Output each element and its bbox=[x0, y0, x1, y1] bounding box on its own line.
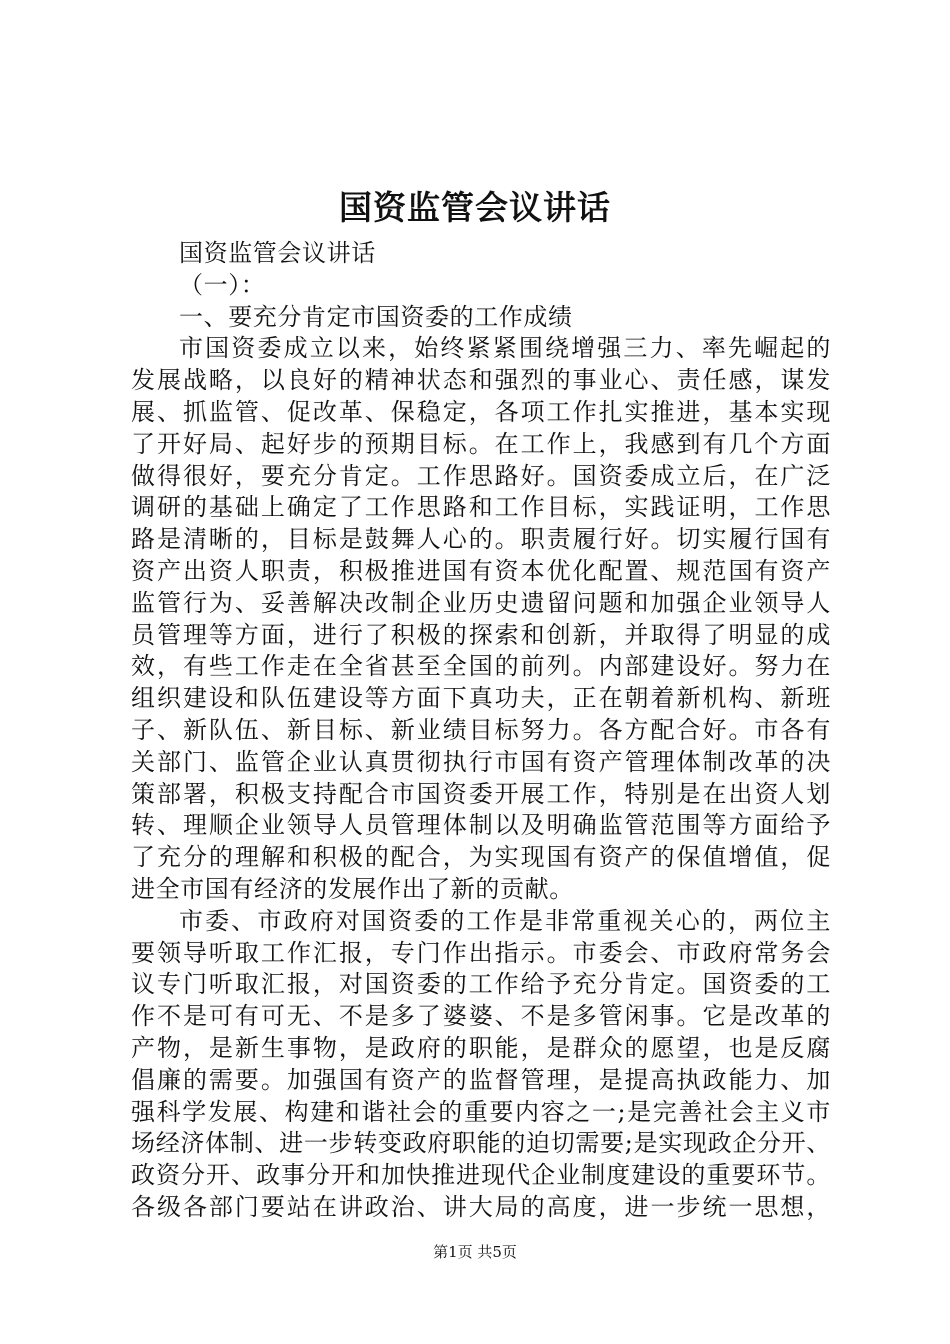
body-line: 市委、市政府对国资委的工作是非常重视关心的，两位主 bbox=[179, 906, 831, 935]
body-line: 监管行为、妥善解决改制企业历史遗留问题和加强企业领导人 bbox=[131, 588, 831, 617]
body-line: 强科学发展、构建和谐社会的重要内容之一;是完善社会主义市 bbox=[131, 1097, 831, 1126]
body-line: （一）： bbox=[179, 270, 266, 299]
body-line: 进全市国有经济的发展作出了新的贡献。 bbox=[131, 874, 574, 903]
body-line: 了开好局、起好步的预期目标。在工作上，我感到有几个方面 bbox=[131, 429, 831, 458]
body-line: 市国资委成立以来，始终紧紧围绕增强三力、率先崛起的 bbox=[179, 334, 831, 363]
body-line: 场经济体制、进一步转变政府职能的迫切需要;是实现政企分开、 bbox=[131, 1129, 831, 1158]
body-line: 做得很好，要充分肯定。工作思路好。国资委成立后，在广泛 bbox=[131, 461, 831, 490]
body-line: 效，有些工作走在全省甚至全国的前列。内部建设好。努力在 bbox=[131, 652, 831, 681]
body-line: 各级各部门要站在讲政治、讲大局的高度，进一步统一思想， bbox=[131, 1192, 831, 1221]
body-line: 国资监管会议讲话 bbox=[179, 239, 376, 267]
body-line: 调研的基础上确定了工作思路和工作目标，实践证明，工作思 bbox=[131, 493, 831, 522]
body-line: 转、理顺企业领导人员管理体制以及明确监管范围等方面给予 bbox=[131, 811, 831, 840]
body-line: 发展战略，以良好的精神状态和强烈的事业心、责任感，谋发 bbox=[131, 366, 831, 395]
body-line: 关部门、监管企业认真贯彻执行市国有资产管理体制改革的决 bbox=[131, 747, 831, 776]
body-line: 要领导听取工作汇报，专门作出指示。市委会、市政府常务会 bbox=[131, 938, 831, 967]
body-line: 员管理等方面，进行了积极的探索和创新，并取得了明显的成 bbox=[131, 620, 831, 649]
body-line: 一、要充分肯定市国资委的工作成绩 bbox=[179, 302, 573, 331]
body-line: 产物，是新生事物，是政府的职能，是群众的愿望，也是反腐 bbox=[131, 1033, 831, 1062]
body-line: 倡廉的需要。加强国有资产的监督管理，是提高执政能力、加 bbox=[131, 1065, 831, 1094]
document-title: 国资监管会议讲话 bbox=[339, 188, 611, 227]
body-line: 了充分的理解和积极的配合，为实现国有资产的保值增值，促 bbox=[131, 843, 831, 872]
body-line: 组织建设和队伍建设等方面下真功夫，正在朝着新机构、新班 bbox=[131, 684, 831, 713]
page-footer: 第1页 共5页 bbox=[433, 1243, 517, 1261]
body-line: 策部署，积极支持配合市国资委开展工作，特别是在出资人划 bbox=[131, 779, 831, 808]
body-line: 作不是可有可无、不是多了婆婆、不是多管闲事。它是改革的 bbox=[131, 1002, 831, 1031]
body-line: 子、新队伍、新目标、新业绩目标努力。各方配合好。市各有 bbox=[131, 715, 831, 744]
body-line: 资产出资人职责，积极推进国有资本优化配置、规范国有资产 bbox=[131, 556, 831, 585]
body-line: 政资分开、政事分开和加快推进现代企业制度建设的重要环节。 bbox=[131, 1161, 831, 1190]
body-line: 展、抓监管、促改革、保稳定，各项工作扎实推进，基本实现 bbox=[131, 397, 831, 426]
document-body bbox=[131, 238, 831, 1224]
body-line: 路是清晰的，目标是鼓舞人心的。职责履行好。切实履行国有 bbox=[131, 525, 831, 554]
body-line: 议专门听取汇报，对国资委的工作给予充分肯定。国资委的工 bbox=[131, 970, 831, 999]
